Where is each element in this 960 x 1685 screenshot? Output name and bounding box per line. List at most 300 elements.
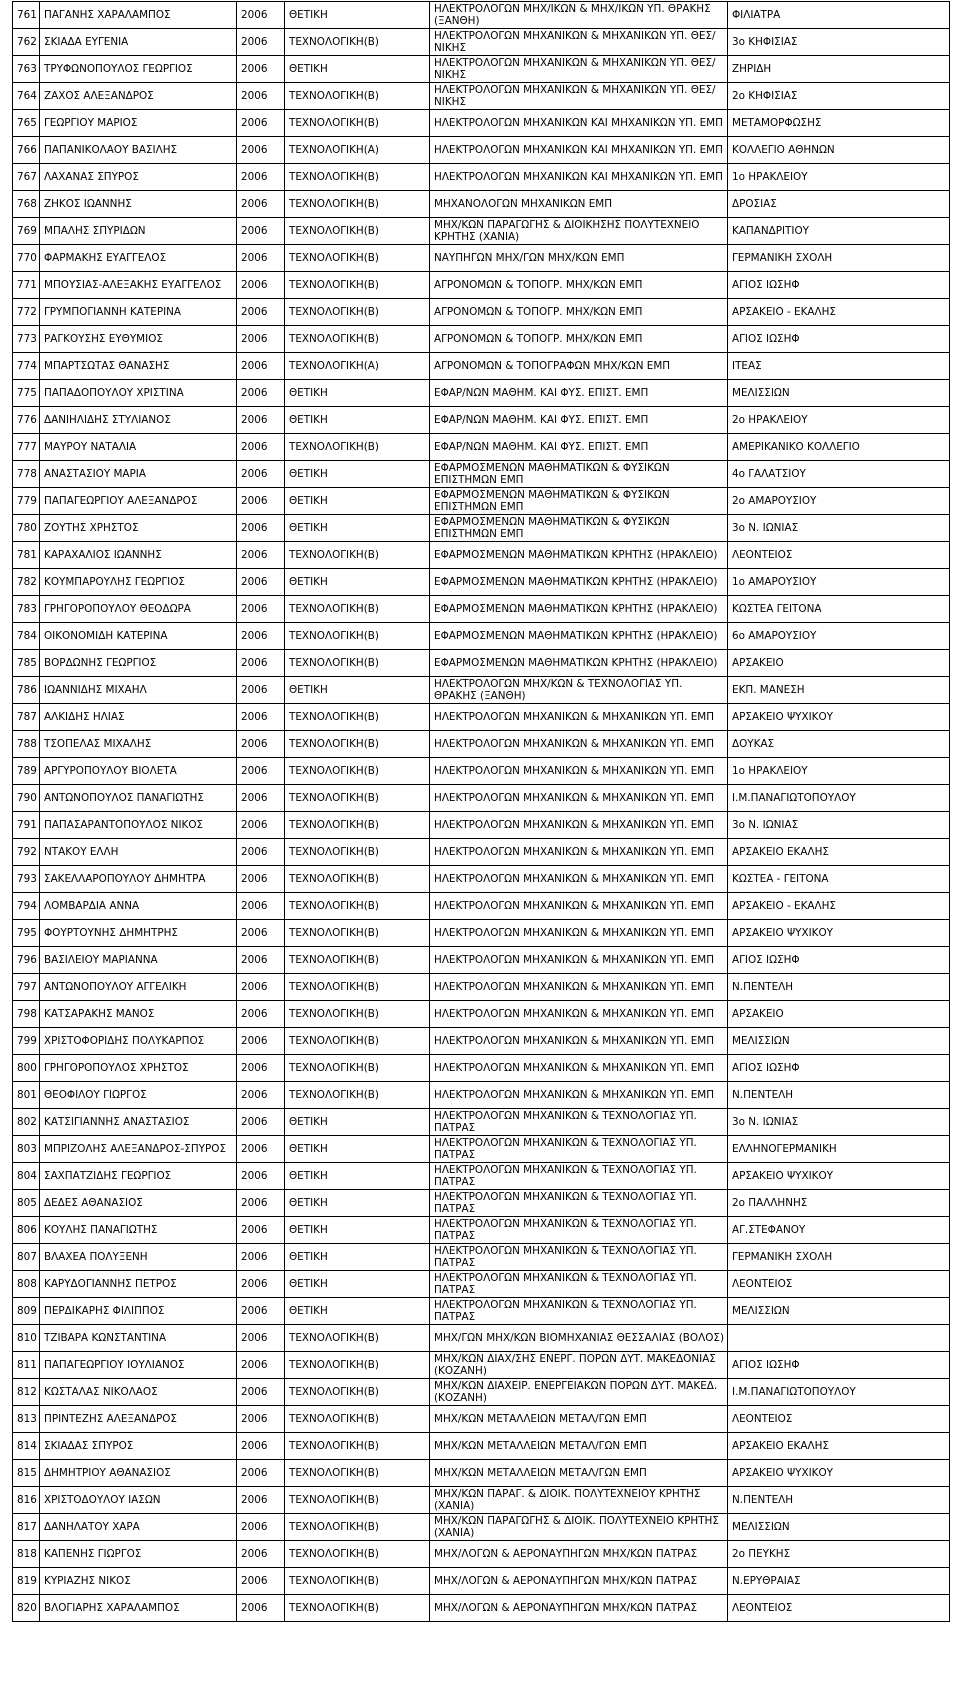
high-school-cell: ΑΜΕΡΙΚΑΝΙΚΟ ΚΟΛΛΕΓΙΟ [728, 434, 950, 461]
exam-year-cell: 2006 [237, 1352, 285, 1379]
admitted-department-cell: ΕΦΑΡ/ΝΩΝ ΜΑΘΗΜ. ΚΑΙ ΦΥΣ. ΕΠΙΣΤ. ΕΜΠ [430, 434, 728, 461]
high-school-cell: ΙΤΕΑΣ [728, 353, 950, 380]
table-row [13, 218, 950, 245]
table-row [13, 1028, 950, 1055]
table-row [13, 704, 950, 731]
admitted-department-cell: ΗΛΕΚΤΡΟΛΟΓΩΝ ΜΗΧΑΝΙΚΩΝ & ΜΗΧΑΝΙΚΩΝ ΥΠ. ΕΜΠ [430, 893, 728, 920]
exam-year-cell: 2006 [237, 380, 285, 407]
high-school-cell: Ν.ΠΕΝΤΕΛΗ [728, 1487, 950, 1514]
row-number-cell: 787 [13, 704, 40, 731]
exam-year-cell: 2006 [237, 29, 285, 56]
exam-track-cell: ΤΕΧΝΟΛΟΓΙΚΗ(Β) [285, 812, 430, 839]
table-row [13, 380, 950, 407]
exam-year-cell: 2006 [237, 623, 285, 650]
admitted-department-cell: ΗΛΕΚΤΡΟΛΟΓΩΝ ΜΗΧΑΝΙΚΩΝ & ΜΗΧΑΝΙΚΩΝ ΥΠ. ΕΜΠ [430, 785, 728, 812]
exam-year-cell: 2006 [237, 731, 285, 758]
high-school-cell: 3ο Ν. ΙΩΝΙΑΣ [728, 515, 950, 542]
admitted-department-cell: ΕΦΑΡ/ΝΩΝ ΜΑΘΗΜ. ΚΑΙ ΦΥΣ. ΕΠΙΣΤ. ΕΜΠ [430, 407, 728, 434]
exam-year-cell: 2006 [237, 866, 285, 893]
exam-year-cell: 2006 [237, 947, 285, 974]
student-name-cell: ΜΠΡΙΖΟΛΗΣ ΑΛΕΞΑΝΔΡΟΣ-ΣΠΥΡΟΣ [40, 1136, 237, 1163]
student-name-cell: ΔΑΝΗΛΑΤΟΥ ΧΑΡΑ [40, 1514, 237, 1541]
row-number-cell: 804 [13, 1163, 40, 1190]
admitted-department-cell: ΜΗΧ/ΚΩΝ ΔΙΑΧ/ΣΗΣ ΕΝΕΡΓ. ΠΟΡΩΝ ΔΥΤ. ΜΑΚΕΔΟΝΙΑΣ (ΚΟΖΑΝΗ) [430, 1352, 728, 1379]
high-school-cell: ΓΕΡΜΑΝΙΚΗ ΣΧΟΛΗ [728, 1244, 950, 1271]
exam-year-cell: 2006 [237, 1595, 285, 1622]
student-name-cell: ΠΕΡΔΙΚΑΡΗΣ ΦΙΛΙΠΠΟΣ [40, 1298, 237, 1325]
student-name-cell: ΖΟΥΤΗΣ ΧΡΗΣΤΟΣ [40, 515, 237, 542]
student-name-cell: ΔΑΝΙΗΛΙΔΗΣ ΣΤΥΛΙΑΝΟΣ [40, 407, 237, 434]
high-school-cell: ΚΩΣΤΕΑ ΓΕΙΤΟΝΑ [728, 596, 950, 623]
row-number-cell: 771 [13, 272, 40, 299]
row-number-cell: 761 [13, 2, 40, 29]
student-name-cell: ΜΠΑΛΗΣ ΣΠΥΡΙΔΩΝ [40, 218, 237, 245]
table-row [13, 326, 950, 353]
high-school-cell: ΑΓΙΟΣ ΙΩΣΗΦ [728, 272, 950, 299]
table-row [13, 1541, 950, 1568]
exam-track-cell: ΤΕΧΝΟΛΟΓΙΚΗ(Β) [285, 785, 430, 812]
row-number-cell: 811 [13, 1352, 40, 1379]
exam-year-cell: 2006 [237, 1325, 285, 1352]
row-number-cell: 791 [13, 812, 40, 839]
table-row [13, 1406, 950, 1433]
admitted-department-cell: ΗΛΕΚΤΡΟΛΟΓΩΝ ΜΗΧΑΝΙΚΩΝ & ΤΕΧΝΟΛΟΓΙΑΣ ΥΠ. ΠΑΤΡΑΣ [430, 1190, 728, 1217]
exam-track-cell: ΤΕΧΝΟΛΟΓΙΚΗ(Β) [285, 866, 430, 893]
student-name-cell: ΚΟΥΜΠΑΡΟΥΛΗΣ ΓΕΩΡΓΙΟΣ [40, 569, 237, 596]
admitted-department-cell: ΜΗΧ/ΚΩΝ ΔΙΑΧΕΙΡ. ΕΝΕΡΓΕΙΑΚΩΝ ΠΟΡΩΝ ΔΥΤ. ΜΑΚΕΔ. (ΚΟΖΑΝΗ) [430, 1379, 728, 1406]
exam-track-cell: ΤΕΧΝΟΛΟΓΙΚΗ(Β) [285, 83, 430, 110]
exam-track-cell: ΤΕΧΝΟΛΟΓΙΚΗ(Β) [285, 191, 430, 218]
exam-year-cell: 2006 [237, 1001, 285, 1028]
student-name-cell: ΟΙΚΟΝΟΜΙΔΗ ΚΑΤΕΡΙΝΑ [40, 623, 237, 650]
exam-year-cell: 2006 [237, 245, 285, 272]
table-row [13, 1595, 950, 1622]
high-school-cell: ΛΕΟΝΤΕΙΟΣ [728, 1595, 950, 1622]
admitted-department-cell: ΗΛΕΚΤΡΟΛΟΓΩΝ ΜΗΧΑΝΙΚΩΝ & ΜΗΧΑΝΙΚΩΝ ΥΠ. ΘΕΣ/ΝΙΚΗΣ [430, 83, 728, 110]
row-number-cell: 776 [13, 407, 40, 434]
admitted-department-cell: ΗΛΕΚΤΡΟΛΟΓΩΝ ΜΗΧΑΝΙΚΩΝ ΚΑΙ ΜΗΧΑΝΙΚΩΝ ΥΠ. ΕΜΠ [430, 164, 728, 191]
admitted-department-cell: ΜΗΧ/ΚΩΝ ΜΕΤΑΛΛΕΙΩΝ ΜΕΤΑΛ/ΓΩΝ ΕΜΠ [430, 1406, 728, 1433]
exam-year-cell: 2006 [237, 1055, 285, 1082]
exam-track-cell: ΤΕΧΝΟΛΟΓΙΚΗ(Β) [285, 218, 430, 245]
exam-year-cell: 2006 [237, 650, 285, 677]
exam-year-cell: 2006 [237, 1163, 285, 1190]
exam-track-cell: ΤΕΧΝΟΛΟΓΙΚΗ(Β) [285, 299, 430, 326]
admitted-department-cell: ΕΦΑΡ/ΝΩΝ ΜΑΘΗΜ. ΚΑΙ ΦΥΣ. ΕΠΙΣΤ. ΕΜΠ [430, 380, 728, 407]
exam-year-cell: 2006 [237, 326, 285, 353]
student-name-cell: ΔΗΜΗΤΡΙΟΥ ΑΘΑΝΑΣΙΟΣ [40, 1460, 237, 1487]
admitted-department-cell: ΗΛΕΚΤΡΟΛΟΓΩΝ ΜΗΧ/ΚΩΝ & ΤΕΧΝΟΛΟΓΙΑΣ ΥΠ. ΘΡΑΚΗΣ (ΞΑΝΘΗ) [430, 677, 728, 704]
row-number-cell: 817 [13, 1514, 40, 1541]
high-school-cell: ΚΩΣΤΕΑ - ΓΕΙΤΟΝΑ [728, 866, 950, 893]
admitted-department-cell: ΕΦΑΡΜΟΣΜΕΝΩΝ ΜΑΘΗΜΑΤΙΚΩΝ ΚΡΗΤΗΣ (ΗΡΑΚΛΕΙΟ) [430, 650, 728, 677]
high-school-cell: ΑΡΣΑΚΕΙΟ ΨΥΧΙΚΟΥ [728, 704, 950, 731]
student-name-cell: ΤΖΙΒΑΡΑ ΚΩΝΣΤΑΝΤΙΝΑ [40, 1325, 237, 1352]
student-name-cell: ΠΑΠΑΓΕΩΡΓΙΟΥ ΙΟΥΛΙΑΝΟΣ [40, 1352, 237, 1379]
high-school-cell: ΜΕΛΙΣΣΙΩΝ [728, 1028, 950, 1055]
row-number-cell: 815 [13, 1460, 40, 1487]
row-number-cell: 790 [13, 785, 40, 812]
student-name-cell: ΖΑΧΟΣ ΑΛΕΞΑΝΔΡΟΣ [40, 83, 237, 110]
exam-track-cell: ΤΕΧΝΟΛΟΓΙΚΗ(Β) [285, 542, 430, 569]
row-number-cell: 808 [13, 1271, 40, 1298]
student-name-cell: ΝΤΑΚΟΥ ΕΛΛΗ [40, 839, 237, 866]
row-number-cell: 763 [13, 56, 40, 83]
row-number-cell: 799 [13, 1028, 40, 1055]
admitted-department-cell: ΕΦΑΡΜΟΣΜΕΝΩΝ ΜΑΘΗΜΑΤΙΚΩΝ ΚΡΗΤΗΣ (ΗΡΑΚΛΕΙΟ) [430, 596, 728, 623]
high-school-cell: ΑΡΣΑΚΕΙΟ ΕΚΑΛΗΣ [728, 1433, 950, 1460]
student-name-cell: ΠΑΠΑΓΕΩΡΓΙΟΥ ΑΛΕΞΑΝΔΡΟΣ [40, 488, 237, 515]
high-school-cell: 3ο Ν. ΙΩΝΙΑΣ [728, 812, 950, 839]
row-number-cell: 788 [13, 731, 40, 758]
exam-track-cell: ΘΕΤΙΚΗ [285, 2, 430, 29]
exam-year-cell: 2006 [237, 596, 285, 623]
results-table-body [13, 2, 950, 1622]
admitted-department-cell: ΗΛΕΚΤΡΟΛΟΓΩΝ ΜΗΧΑΝΙΚΩΝ ΚΑΙ ΜΗΧΑΝΙΚΩΝ ΥΠ. ΕΜΠ [430, 137, 728, 164]
exam-track-cell: ΤΕΧΝΟΛΟΓΙΚΗ(Β) [285, 29, 430, 56]
exam-track-cell: ΘΕΤΙΚΗ [285, 1190, 430, 1217]
exam-track-cell: ΘΕΤΙΚΗ [285, 1163, 430, 1190]
table-row [13, 1460, 950, 1487]
exam-track-cell: ΤΕΧΝΟΛΟΓΙΚΗ(Β) [285, 1082, 430, 1109]
student-name-cell: ΤΡΥΦΩΝΟΠΟΥΛΟΣ ΓΕΩΡΓΙΟΣ [40, 56, 237, 83]
row-number-cell: 794 [13, 893, 40, 920]
table-row [13, 623, 950, 650]
admitted-department-cell: ΗΛΕΚΤΡΟΛΟΓΩΝ ΜΗΧ/ΙΚΩΝ & ΜΗΧ/ΙΚΩΝ ΥΠ. ΘΡΑΚΗΣ (ΞΑΝΘΗ) [430, 2, 728, 29]
exam-track-cell: ΤΕΧΝΟΛΟΓΙΚΗ(Β) [285, 839, 430, 866]
admitted-department-cell: ΗΛΕΚΤΡΟΛΟΓΩΝ ΜΗΧΑΝΙΚΩΝ & ΤΕΧΝΟΛΟΓΙΑΣ ΥΠ. ΠΑΤΡΑΣ [430, 1109, 728, 1136]
exam-year-cell: 2006 [237, 812, 285, 839]
row-number-cell: 767 [13, 164, 40, 191]
student-name-cell: ΑΝΑΣΤΑΣΙΟΥ ΜΑΡΙΑ [40, 461, 237, 488]
exam-track-cell: ΤΕΧΝΟΛΟΓΙΚΗ(Β) [285, 758, 430, 785]
student-name-cell: ΑΝΤΩΝΟΠΟΥΛΟΣ ΠΑΝΑΓΙΩΤΗΣ [40, 785, 237, 812]
exam-track-cell: ΤΕΧΝΟΛΟΓΙΚΗ(Β) [285, 1325, 430, 1352]
table-row [13, 1325, 950, 1352]
exam-year-cell: 2006 [237, 191, 285, 218]
admitted-department-cell: ΗΛΕΚΤΡΟΛΟΓΩΝ ΜΗΧΑΝΙΚΩΝ & ΜΗΧΑΝΙΚΩΝ ΥΠ. ΕΜΠ [430, 839, 728, 866]
high-school-cell: ΛΕΟΝΤΕΙΟΣ [728, 1271, 950, 1298]
exam-track-cell: ΤΕΧΝΟΛΟΓΙΚΗ(Β) [285, 920, 430, 947]
student-name-cell: ΚΥΡΙΑΖΗΣ ΝΙΚΟΣ [40, 1568, 237, 1595]
admitted-department-cell: ΜΗΧ/ΚΩΝ ΠΑΡΑΓ. & ΔΙΟΙΚ. ΠΟΛΥΤΕΧΝΕΙΟΥ ΚΡΗΤΗΣ (ΧΑΝΙΑ) [430, 1487, 728, 1514]
exam-track-cell: ΘΕΤΙΚΗ [285, 56, 430, 83]
table-row [13, 515, 950, 542]
admitted-department-cell: ΑΓΡΟΝΟΜΩΝ & ΤΟΠΟΓΡ. ΜΗΧ/ΚΩΝ ΕΜΠ [430, 299, 728, 326]
student-name-cell: ΚΟΥΛΗΣ ΠΑΝΑΓΙΩΤΗΣ [40, 1217, 237, 1244]
admitted-department-cell: ΝΑΥΠΗΓΩΝ ΜΗΧ/ΓΩΝ ΜΗΧ/ΚΩΝ ΕΜΠ [430, 245, 728, 272]
student-name-cell: ΤΣΟΠΕΛΑΣ ΜΙΧΑΛΗΣ [40, 731, 237, 758]
admitted-department-cell: ΕΦΑΡΜΟΣΜΕΝΩΝ ΜΑΘΗΜΑΤΙΚΩΝ ΚΡΗΤΗΣ (ΗΡΑΚΛΕΙΟ) [430, 569, 728, 596]
high-school-cell: Ν.ΕΡΥΘΡΑΙΑΣ [728, 1568, 950, 1595]
exam-track-cell: ΘΕΤΙΚΗ [285, 1298, 430, 1325]
high-school-cell: ΑΡΣΑΚΕΙΟ ΨΥΧΙΚΟΥ [728, 1460, 950, 1487]
student-name-cell: ΣΚΙΑΔΑ ΕΥΓΕΝΙΑ [40, 29, 237, 56]
exam-track-cell: ΘΕΤΙΚΗ [285, 1271, 430, 1298]
table-row [13, 299, 950, 326]
row-number-cell: 783 [13, 596, 40, 623]
student-name-cell: ΜΑΥΡΟΥ ΝΑΤΑΛΙΑ [40, 434, 237, 461]
exam-year-cell: 2006 [237, 272, 285, 299]
exam-year-cell: 2006 [237, 1136, 285, 1163]
table-row [13, 83, 950, 110]
table-row [13, 1298, 950, 1325]
exam-year-cell: 2006 [237, 1271, 285, 1298]
table-row [13, 353, 950, 380]
student-name-cell: ΛΑΧΑΝΑΣ ΣΠΥΡΟΣ [40, 164, 237, 191]
student-name-cell: ΚΩΣΤΑΛΑΣ ΝΙΚΟΛΑΟΣ [40, 1379, 237, 1406]
table-row [13, 137, 950, 164]
exam-year-cell: 2006 [237, 299, 285, 326]
exam-year-cell: 2006 [237, 1433, 285, 1460]
admitted-department-cell: ΗΛΕΚΤΡΟΛΟΓΩΝ ΜΗΧΑΝΙΚΩΝ & ΜΗΧΑΝΙΚΩΝ ΥΠ. ΕΜΠ [430, 947, 728, 974]
student-name-cell: ΒΛΑΧΕΑ ΠΟΛΥΞΕΝΗ [40, 1244, 237, 1271]
table-row [13, 407, 950, 434]
exam-track-cell: ΤΕΧΝΟΛΟΓΙΚΗ(Β) [285, 1028, 430, 1055]
row-number-cell: 801 [13, 1082, 40, 1109]
student-name-cell: ΛΟΜΒΑΡΔΙΑ ΑΝΝΑ [40, 893, 237, 920]
row-number-cell: 766 [13, 137, 40, 164]
table-row [13, 758, 950, 785]
high-school-cell: 4ο ΓΑΛΑΤΣΙΟΥ [728, 461, 950, 488]
table-row [13, 785, 950, 812]
admitted-department-cell: ΗΛΕΚΤΡΟΛΟΓΩΝ ΜΗΧΑΝΙΚΩΝ & ΜΗΧΑΝΙΚΩΝ ΥΠ. ΘΕΣ/ΝΙΚΗΣ [430, 56, 728, 83]
high-school-cell: ΑΓΙΟΣ ΙΩΣΗΦ [728, 1055, 950, 1082]
row-number-cell: 806 [13, 1217, 40, 1244]
row-number-cell: 797 [13, 974, 40, 1001]
table-row [13, 29, 950, 56]
student-name-cell: ΣΑΚΕΛΛΑΡΟΠΟΥΛΟΥ ΔΗΜΗΤΡΑ [40, 866, 237, 893]
high-school-cell: 1ο ΑΜΑΡΟΥΣΙΟΥ [728, 569, 950, 596]
admitted-department-cell: ΜΗΧΑΝΟΛΟΓΩΝ ΜΗΧΑΝΙΚΩΝ ΕΜΠ [430, 191, 728, 218]
admitted-department-cell: ΗΛΕΚΤΡΟΛΟΓΩΝ ΜΗΧΑΝΙΚΩΝ & ΜΗΧΑΝΙΚΩΝ ΥΠ. ΕΜΠ [430, 1001, 728, 1028]
exam-year-cell: 2006 [237, 218, 285, 245]
high-school-cell: ΦΙΛΙΑΤΡΑ [728, 2, 950, 29]
exam-year-cell: 2006 [237, 1217, 285, 1244]
high-school-cell: 2ο ΗΡΑΚΛΕΙΟΥ [728, 407, 950, 434]
admitted-department-cell: ΕΦΑΡΜΟΣΜΕΝΩΝ ΜΑΘΗΜΑΤΙΚΩΝ & ΦΥΣΙΚΩΝ ΕΠΙΣΤΗΜΩΝ ΕΜΠ [430, 461, 728, 488]
student-name-cell: ΚΑΤΣΙΓΙΑΝΝΗΣ ΑΝΑΣΤΑΣΙΟΣ [40, 1109, 237, 1136]
student-name-cell: ΡΑΓΚΟΥΣΗΣ ΕΥΘΥΜΙΟΣ [40, 326, 237, 353]
student-name-cell: ΠΑΠΑΔΟΠΟΥΛΟΥ ΧΡΙΣΤΙΝΑ [40, 380, 237, 407]
exam-year-cell: 2006 [237, 1487, 285, 1514]
exam-track-cell: ΤΕΧΝΟΛΟΓΙΚΗ(Β) [285, 272, 430, 299]
exam-year-cell: 2006 [237, 56, 285, 83]
high-school-cell: ΑΓΙΟΣ ΙΩΣΗΦ [728, 1352, 950, 1379]
exam-track-cell: ΤΕΧΝΟΛΟΓΙΚΗ(Β) [285, 434, 430, 461]
exam-year-cell: 2006 [237, 920, 285, 947]
table-row [13, 893, 950, 920]
exam-year-cell: 2006 [237, 1514, 285, 1541]
exam-year-cell: 2006 [237, 704, 285, 731]
exam-year-cell: 2006 [237, 839, 285, 866]
row-number-cell: 795 [13, 920, 40, 947]
table-row [13, 110, 950, 137]
admitted-department-cell: ΗΛΕΚΤΡΟΛΟΓΩΝ ΜΗΧΑΝΙΚΩΝ & ΜΗΧΑΝΙΚΩΝ ΥΠ. ΕΜΠ [430, 731, 728, 758]
student-name-cell: ΠΑΠΑΝΙΚΟΛΑΟΥ ΒΑΣΙΛΗΣ [40, 137, 237, 164]
row-number-cell: 773 [13, 326, 40, 353]
exam-year-cell: 2006 [237, 974, 285, 1001]
exam-year-cell: 2006 [237, 677, 285, 704]
row-number-cell: 784 [13, 623, 40, 650]
high-school-cell: ΓΕΡΜΑΝΙΚΗ ΣΧΟΛΗ [728, 245, 950, 272]
exam-track-cell: ΤΕΧΝΟΛΟΓΙΚΗ(Β) [285, 1487, 430, 1514]
student-name-cell: ΧΡΙΣΤΟΦΟΡΙΔΗΣ ΠΟΛΥΚΑΡΠΟΣ [40, 1028, 237, 1055]
row-number-cell: 785 [13, 650, 40, 677]
exam-track-cell: ΘΕΤΙΚΗ [285, 461, 430, 488]
high-school-cell: Ν.ΠΕΝΤΕΛΗ [728, 1082, 950, 1109]
table-row [13, 164, 950, 191]
student-name-cell: ΠΡΙΝΤΕΖΗΣ ΑΛΕΞΑΝΔΡΟΣ [40, 1406, 237, 1433]
admitted-department-cell: ΗΛΕΚΤΡΟΛΟΓΩΝ ΜΗΧΑΝΙΚΩΝ & ΜΗΧΑΝΙΚΩΝ ΥΠ. ΕΜΠ [430, 704, 728, 731]
high-school-cell: Ν.ΠΕΝΤΕΛΗ [728, 974, 950, 1001]
exam-track-cell: ΤΕΧΝΟΛΟΓΙΚΗ(Β) [285, 1460, 430, 1487]
table-row [13, 1271, 950, 1298]
table-row [13, 1109, 950, 1136]
high-school-cell: ΚΑΠΑΝΔΡΙΤΙΟΥ [728, 218, 950, 245]
student-name-cell: ΑΛΚΙΔΗΣ ΗΛΙΑΣ [40, 704, 237, 731]
exam-year-cell: 2006 [237, 83, 285, 110]
table-row [13, 488, 950, 515]
exam-track-cell: ΤΕΧΝΟΛΟΓΙΚΗ(Β) [285, 1595, 430, 1622]
student-name-cell: ΓΡΗΓΟΡΟΠΟΥΛΟΣ ΧΡΗΣΤΟΣ [40, 1055, 237, 1082]
row-number-cell: 814 [13, 1433, 40, 1460]
row-number-cell: 818 [13, 1541, 40, 1568]
admitted-department-cell: ΗΛΕΚΤΡΟΛΟΓΩΝ ΜΗΧΑΝΙΚΩΝ & ΜΗΧΑΝΙΚΩΝ ΥΠ. ΕΜΠ [430, 758, 728, 785]
row-number-cell: 805 [13, 1190, 40, 1217]
student-name-cell: ΔΕΔΕΣ ΑΘΑΝΑΣΙΟΣ [40, 1190, 237, 1217]
table-row [13, 434, 950, 461]
high-school-cell: ΛΕΟΝΤΕΙΟΣ [728, 1406, 950, 1433]
table-row [13, 1568, 950, 1595]
table-row [13, 1190, 950, 1217]
high-school-cell: 3ο Ν. ΙΩΝΙΑΣ [728, 1109, 950, 1136]
admitted-department-cell: ΑΓΡΟΝΟΜΩΝ & ΤΟΠΟΓΡΑΦΩΝ ΜΗΧ/ΚΩΝ ΕΜΠ [430, 353, 728, 380]
admitted-department-cell: ΗΛΕΚΤΡΟΛΟΓΩΝ ΜΗΧΑΝΙΚΩΝ & ΜΗΧΑΝΙΚΩΝ ΥΠ. ΕΜΠ [430, 866, 728, 893]
student-name-cell: ΚΑΡΥΔΟΓΙΑΝΝΗΣ ΠΕΤΡΟΣ [40, 1271, 237, 1298]
table-row [13, 650, 950, 677]
exam-year-cell: 2006 [237, 461, 285, 488]
exam-track-cell: ΤΕΧΝΟΛΟΓΙΚΗ(Β) [285, 1541, 430, 1568]
high-school-cell: ΑΡΣΑΚΕΙΟ - ΕΚΑΛΗΣ [728, 893, 950, 920]
admitted-department-cell: ΗΛΕΚΤΡΟΛΟΓΩΝ ΜΗΧΑΝΙΚΩΝ & ΜΗΧΑΝΙΚΩΝ ΥΠ. ΕΜΠ [430, 920, 728, 947]
exam-track-cell: ΤΕΧΝΟΛΟΓΙΚΗ(Β) [285, 1406, 430, 1433]
exam-year-cell: 2006 [237, 1109, 285, 1136]
exam-year-cell: 2006 [237, 353, 285, 380]
high-school-cell: ΑΡΣΑΚΕΙΟ ΕΚΑΛΗΣ [728, 839, 950, 866]
high-school-cell: 1ο ΗΡΑΚΛΕΙΟΥ [728, 164, 950, 191]
row-number-cell: 768 [13, 191, 40, 218]
exam-track-cell: ΤΕΧΝΟΛΟΓΙΚΗ(Β) [285, 1001, 430, 1028]
high-school-cell: ΑΡΣΑΚΕΙΟ - ΕΚΑΛΗΣ [728, 299, 950, 326]
high-school-cell: ΑΡΣΑΚΕΙΟ [728, 1001, 950, 1028]
row-number-cell: 765 [13, 110, 40, 137]
exam-year-cell: 2006 [237, 1541, 285, 1568]
student-name-cell: ΑΡΓΥΡΟΠΟΥΛΟΥ ΒΙΟΛΕΤΑ [40, 758, 237, 785]
admitted-department-cell: ΗΛΕΚΤΡΟΛΟΓΩΝ ΜΗΧΑΝΙΚΩΝ & ΜΗΧΑΝΙΚΩΝ ΥΠ. ΕΜΠ [430, 1028, 728, 1055]
row-number-cell: 802 [13, 1109, 40, 1136]
row-number-cell: 812 [13, 1379, 40, 1406]
admitted-department-cell: ΗΛΕΚΤΡΟΛΟΓΩΝ ΜΗΧΑΝΙΚΩΝ & ΜΗΧΑΝΙΚΩΝ ΥΠ. ΕΜΠ [430, 974, 728, 1001]
table-row [13, 839, 950, 866]
admitted-department-cell: ΗΛΕΚΤΡΟΛΟΓΩΝ ΜΗΧΑΝΙΚΩΝ & ΤΕΧΝΟΛΟΓΙΑΣ ΥΠ. ΠΑΤΡΑΣ [430, 1271, 728, 1298]
admitted-department-cell: ΑΓΡΟΝΟΜΩΝ & ΤΟΠΟΓΡ. ΜΗΧ/ΚΩΝ ΕΜΠ [430, 272, 728, 299]
table-row [13, 677, 950, 704]
table-row [13, 1514, 950, 1541]
admitted-department-cell: ΗΛΕΚΤΡΟΛΟΓΩΝ ΜΗΧΑΝΙΚΩΝ & ΤΕΧΝΟΛΟΓΙΑΣ ΥΠ. ΠΑΤΡΑΣ [430, 1244, 728, 1271]
high-school-cell: 1ο ΗΡΑΚΛΕΙΟΥ [728, 758, 950, 785]
student-name-cell: ΓΕΩΡΓΙΟΥ ΜΑΡΙΟΣ [40, 110, 237, 137]
high-school-cell [728, 1325, 950, 1352]
admitted-department-cell: ΗΛΕΚΤΡΟΛΟΓΩΝ ΜΗΧΑΝΙΚΩΝ & ΜΗΧΑΝΙΚΩΝ ΥΠ. ΘΕΣ/ΝΙΚΗΣ [430, 29, 728, 56]
student-name-cell: ΠΑΓΑΝΗΣ ΧΑΡΑΛΑΜΠΟΣ [40, 2, 237, 29]
row-number-cell: 786 [13, 677, 40, 704]
high-school-cell: 6ο ΑΜΑΡΟΥΣΙΟΥ [728, 623, 950, 650]
exam-track-cell: ΘΕΤΙΚΗ [285, 1136, 430, 1163]
student-name-cell: ΓΡΥΜΠΟΓΙΑΝΝΗ ΚΑΤΕΡΙΝΑ [40, 299, 237, 326]
exam-track-cell: ΤΕΧΝΟΛΟΓΙΚΗ(Α) [285, 137, 430, 164]
row-number-cell: 780 [13, 515, 40, 542]
row-number-cell: 775 [13, 380, 40, 407]
row-number-cell: 809 [13, 1298, 40, 1325]
student-name-cell: ΓΡΗΓΟΡΟΠΟΥΛΟΥ ΘΕΟΔΩΡΑ [40, 596, 237, 623]
student-name-cell: ΣΚΙΑΔΑΣ ΣΠΥΡΟΣ [40, 1433, 237, 1460]
table-row [13, 2, 950, 29]
high-school-cell: ΜΕΛΙΣΣΙΩΝ [728, 1298, 950, 1325]
admitted-department-cell: ΗΛΕΚΤΡΟΛΟΓΩΝ ΜΗΧΑΝΙΚΩΝ & ΤΕΧΝΟΛΟΓΙΑΣ ΥΠ. ΠΑΤΡΑΣ [430, 1217, 728, 1244]
high-school-cell: 2ο ΠΕΥΚΗΣ [728, 1541, 950, 1568]
high-school-cell: 2ο ΑΜΑΡΟΥΣΙΟΥ [728, 488, 950, 515]
high-school-cell: Ι.Μ.ΠΑΝΑΓΙΩΤΟΠΟΥΛΟΥ [728, 1379, 950, 1406]
student-name-cell: ΘΕΟΦΙΛΟΥ ΓΙΩΡΓΟΣ [40, 1082, 237, 1109]
admitted-department-cell: ΜΗΧ/ΛΟΓΩΝ & ΑΕΡΟΝΑΥΠΗΓΩΝ ΜΗΧ/ΚΩΝ ΠΑΤΡΑΣ [430, 1541, 728, 1568]
high-school-cell: ΑΡΣΑΚΕΙΟ ΨΥΧΙΚΟΥ [728, 920, 950, 947]
table-row [13, 947, 950, 974]
table-row [13, 974, 950, 1001]
results-table [12, 1, 950, 1622]
high-school-cell: ΜΕΛΙΣΣΙΩΝ [728, 380, 950, 407]
row-number-cell: 777 [13, 434, 40, 461]
admitted-department-cell: ΗΛΕΚΤΡΟΛΟΓΩΝ ΜΗΧΑΝΙΚΩΝ & ΤΕΧΝΟΛΟΓΙΑΣ ΥΠ. ΠΑΤΡΑΣ [430, 1163, 728, 1190]
student-name-cell: ΜΠΑΡΤΣΩΤΑΣ ΘΑΝΑΣΗΣ [40, 353, 237, 380]
admitted-department-cell: ΕΦΑΡΜΟΣΜΕΝΩΝ ΜΑΘΗΜΑΤΙΚΩΝ & ΦΥΣΙΚΩΝ ΕΠΙΣΤΗΜΩΝ ΕΜΠ [430, 515, 728, 542]
exam-year-cell: 2006 [237, 488, 285, 515]
exam-track-cell: ΤΕΧΝΟΛΟΓΙΚΗ(Α) [285, 353, 430, 380]
student-name-cell: ΦΑΡΜΑΚΗΣ ΕΥΑΓΓΕΛΟΣ [40, 245, 237, 272]
admitted-department-cell: ΗΛΕΚΤΡΟΛΟΓΩΝ ΜΗΧΑΝΙΚΩΝ ΚΑΙ ΜΗΧΑΝΙΚΩΝ ΥΠ. ΕΜΠ [430, 110, 728, 137]
exam-year-cell: 2006 [237, 1460, 285, 1487]
admitted-department-cell: ΑΓΡΟΝΟΜΩΝ & ΤΟΠΟΓΡ. ΜΗΧ/ΚΩΝ ΕΜΠ [430, 326, 728, 353]
admitted-department-cell: ΜΗΧ/ΚΩΝ ΠΑΡΑΓΩΓΗΣ & ΔΙΟΙΚ. ΠΟΛΥΤΕΧΝΕΙΟ ΚΡΗΤΗΣ (ΧΑΝΙΑ) [430, 1514, 728, 1541]
high-school-cell: 3ο ΚΗΦΙΣΙΑΣ [728, 29, 950, 56]
student-name-cell: ΦΟΥΡΤΟΥΝΗΣ ΔΗΜΗΤΡΗΣ [40, 920, 237, 947]
row-number-cell: 762 [13, 29, 40, 56]
row-number-cell: 798 [13, 1001, 40, 1028]
exam-track-cell: ΤΕΧΝΟΛΟΓΙΚΗ(Β) [285, 731, 430, 758]
admitted-department-cell: ΜΗΧ/ΓΩΝ ΜΗΧ/ΚΩΝ ΒΙΟΜΗΧΑΝΙΑΣ ΘΕΣΣΑΛΙΑΣ (ΒΟΛΟΣ) [430, 1325, 728, 1352]
table-row [13, 1487, 950, 1514]
table-row [13, 1136, 950, 1163]
table-row [13, 245, 950, 272]
exam-year-cell: 2006 [237, 1298, 285, 1325]
row-number-cell: 819 [13, 1568, 40, 1595]
admitted-department-cell: ΗΛΕΚΤΡΟΛΟΓΩΝ ΜΗΧΑΝΙΚΩΝ & ΜΗΧΑΝΙΚΩΝ ΥΠ. ΕΜΠ [430, 1055, 728, 1082]
exam-track-cell: ΤΕΧΝΟΛΟΓΙΚΗ(Β) [285, 893, 430, 920]
exam-year-cell: 2006 [237, 137, 285, 164]
exam-year-cell: 2006 [237, 515, 285, 542]
row-number-cell: 820 [13, 1595, 40, 1622]
exam-year-cell: 2006 [237, 110, 285, 137]
